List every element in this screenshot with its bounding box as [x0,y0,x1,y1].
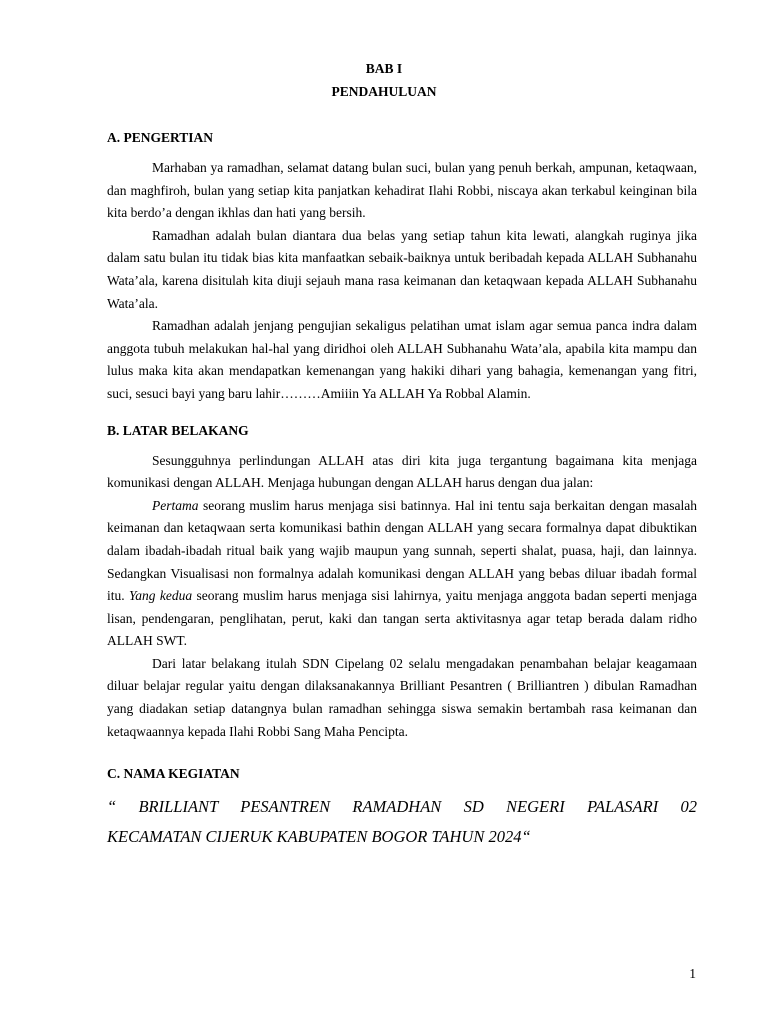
document-body [107,128,697,852]
paragraph-text: seorang muslim harus menjaga sisi lahirnya, yaitu menjaga anggota badan seperti menjaga lisan, pendengaran, penglihatan, perut, kaki dan tangan serta aktivitasnya agar tetap berada dalam ridho ALLAH SWT. [107,588,697,649]
paragraph: Sesungguhnya perlindungan ALLAH atas diri kita juga tergantung bagaimana kita menjaga komunikasi dengan ALLAH. Menjaga hubungan dengan ALLAH harus dengan dua jalan: [107,452,697,491]
emphasis-text: Yang kedua [129,588,193,604]
activity-name-line: “ BRILLIANT PESANTREN RAMADHAN SD NEGERI PALASARI 02 [107,797,697,817]
activity-name-line: KECAMATAN CIJERUK KABUPATEN BOGOR TAHUN 2024“ [107,827,531,847]
section-heading-pengertian: A. PENGERTIAN [107,130,214,145]
chapter-label: BAB I [365,61,403,76]
paragraph [107,495,697,653]
paragraph: Dari latar belakang itulah SDN Cipelang 02 selalu mengadakan penambahan belajar keagamaan diluar belajar regular yaitu dengan dilaksanakannya Brilliant Pesantren ( Brilliantren ) dibulan Ramadhan yang diadakan setiap datangnya bulan ramadhan sehingga siswa semakin bertambah rasa keimanan dan ketaqwaannya kepada Ilahi Robbi Sang Maha Pencipta. [107,655,697,739]
chapter-title: PENDAHULUAN [331,84,437,99]
paragraph: Ramadhan adalah jenjang pengujian sekaligus pelatihan umat islam agar semua panca indra dalam anggota tubuh melakukan hal-hal yang diridhoi oleh ALLAH Subhanahu Wata’ala, apabila kita mampu dan lulus maka kita akan mendapatkan kemenangan yang hakiki dihari yang bahagia, kemenangan yang fitri, suci, sesuci bayi yang baru lahir………Amiiin Ya ALLAH Ya Robbal Alamin. [107,318,697,401]
section-heading-latar-belakang: B. LATAR BELAKANG [107,422,249,438]
paragraph: Marhaban ya ramadhan, selamat datang bulan suci, bulan yang penuh berkah, ampunan, ketaqwaan, dan maghfiroh, bulan yang setiap kita panjatkan kehadirat Ilahi Robbi, niscaya akan terkabul keinginan bila kita berdo’a dengan ikhlas dan hati yang bersih. [107,160,697,221]
emphasis-text: Pertama [152,497,199,513]
paragraph-text: seorang muslim harus menjaga sisi batinnya. Hal ini tentu saja berkaitan dengan masalah keimanan dan ketaqwaan serta komunikasi bathin dengan ALLAH yang secara formalnya dapat dibuktikan dalam ibadah-ibadah ritual baik yang wajib maupun yang sunnah, seperti shalat, puasa, haji, dan lainnya. Sedangkan Visualisasi non formalnya adalah komunikasi dengan ALLAH yang bebas diluar ibadah formal itu. [107,497,697,604]
paragraph: Ramadhan adalah bulan diantara dua belas yang setiap tahun kita lewati, alangkah ruginya jika dalam satu bulan itu tidak bias kita manfaatkan sebaik-baiknya untuk beribadah kepada ALLAH Subhanahu Wata’ala, karena disitulah kita diuji sejauh mana rasa keimanan dan ketaqwaan kepada ALLAH Subhanahu Wata’ala. [107,227,697,311]
page-number: 1 [689,966,696,981]
activity-name [107,792,697,852]
section-heading-nama-kegiatan: C. NAMA KEGIATAN [107,766,240,782]
